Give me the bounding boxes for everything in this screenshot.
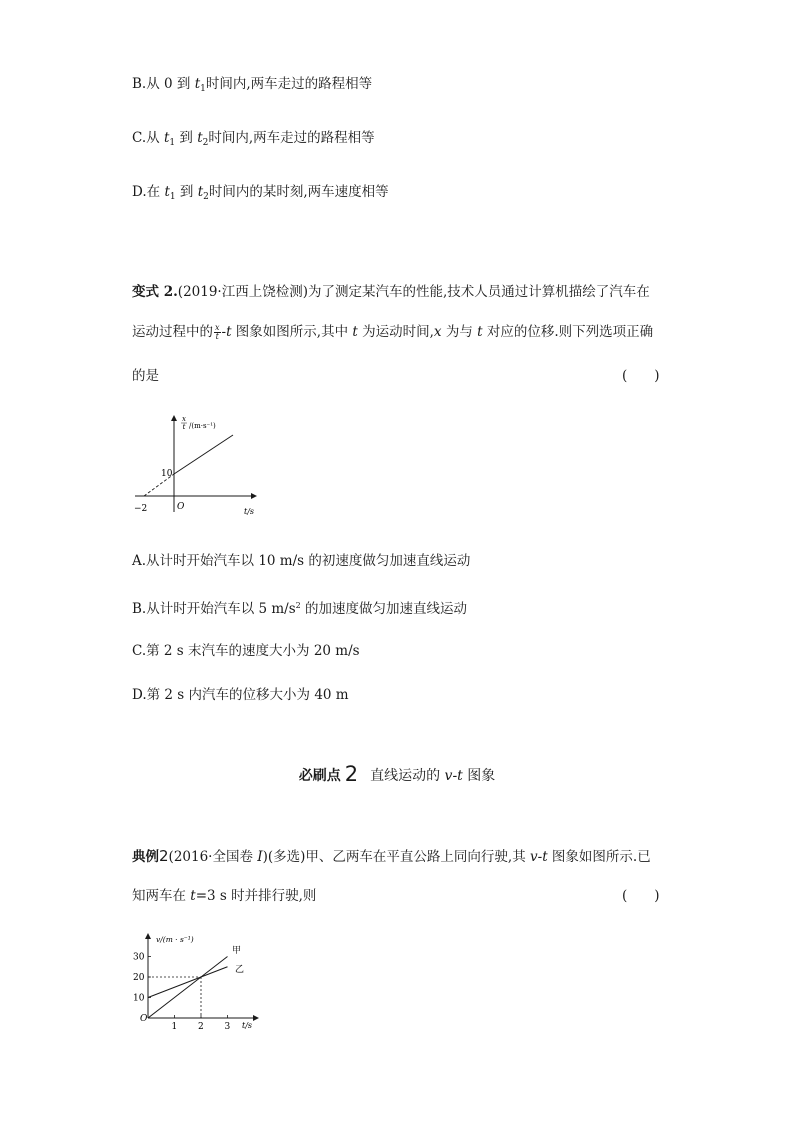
chart1-y-tick-10: 10 — [161, 469, 173, 479]
chart-xt-t — [130, 408, 270, 518]
variant2-line1: 变式 2.(2019·江西上饶检测)为了测定某汽车的性能,技术人员通过计算机描绘了汽车在 — [132, 284, 650, 300]
variant2-line2: 运动过程中的 $\frac{x}{t}$ -t 图象如图所示,其中 t 为运动时间,x 为与 t 对应的位移.则下列选项正确 — [132, 323, 654, 341]
chart1-xlabel: t/s — [244, 507, 255, 516]
chart2-y-tick-label: 30 — [133, 952, 145, 963]
chart1-ylabel-unit: /(m·s⁻¹) — [189, 422, 216, 430]
variant2-option-b: B.从计时开始汽车以 5 $m/s^2$ 的加速度做匀加速直线运动 — [132, 601, 468, 617]
example2-line1: 典例2(2016·全国卷 Ⅰ)(多选)甲、乙两车在平直公路上同向行驶,其 v-t 图象如图所示.已 — [132, 847, 651, 865]
chart2-x-tick-label: 2 — [198, 1022, 204, 1032]
chart1-origin: O — [177, 502, 185, 512]
chart2-x-tick-label: 1 — [171, 1022, 178, 1032]
chart2-y-tick-label: 10 — [133, 993, 145, 1004]
section-heading: 必刷点 2 直线运动的 v-t 图象 — [298, 762, 496, 786]
variant2-answer-paren: ( ) — [622, 368, 660, 384]
chart1-ylabel-frac-den: t — [182, 423, 186, 431]
variant2-line3: 的是 — [132, 368, 159, 384]
chart2-series-line-yi — [148, 967, 228, 998]
chart2-y-tick-label: 20 — [133, 973, 145, 983]
variant2-option-a: A.从计时开始汽车以 10 m/s 的初速度做匀加速直线运动 — [132, 553, 471, 569]
x-over-t-fraction: $\frac{x}{t}$ — [215, 323, 220, 341]
variant2-option-c: C.第 2 s 末汽车的速度大小为 20 m/s — [132, 643, 360, 659]
chart2-origin: O — [140, 1014, 148, 1024]
chart1-series-line — [174, 435, 233, 474]
chart2-series-yi-label: 乙 — [235, 965, 245, 975]
chart2-ylabel: v/(m · s⁻¹) — [156, 935, 194, 944]
example2-line2: 知两车在 t=3 s 时并排行驶,则 — [132, 888, 317, 904]
chart2-xlabel: t/s — [242, 1021, 253, 1030]
chart-v-t — [128, 930, 268, 1035]
variant2-label: 变式 2. — [132, 284, 178, 300]
option-d-q1: D.在 $t_1$ 到 $t_2$时间内的某时刻,两车速度相等 — [132, 184, 389, 202]
example2-label: 典例 — [132, 849, 159, 865]
option-c-q1: C.从 $t_1$ 到 $t_2$时间内,两车走过的路程相等 — [132, 130, 375, 148]
chart2-series-jia-label: 甲 — [232, 946, 242, 956]
option-b-q1: B.从 0 到 $t_1$时间内,两车走过的路程相等 — [132, 76, 373, 94]
example2-answer-paren: ( ) — [622, 888, 660, 904]
chart2-x-tick-label: 3 — [224, 1022, 231, 1032]
chart2-series-line-jia — [148, 957, 228, 1019]
chart1-x-tick-neg2: −2 — [134, 504, 148, 514]
chart1-ylabel-frac-num: x — [182, 415, 186, 423]
variant2-option-d: D.第 2 s 内汽车的位移大小为 40 m — [132, 687, 349, 703]
